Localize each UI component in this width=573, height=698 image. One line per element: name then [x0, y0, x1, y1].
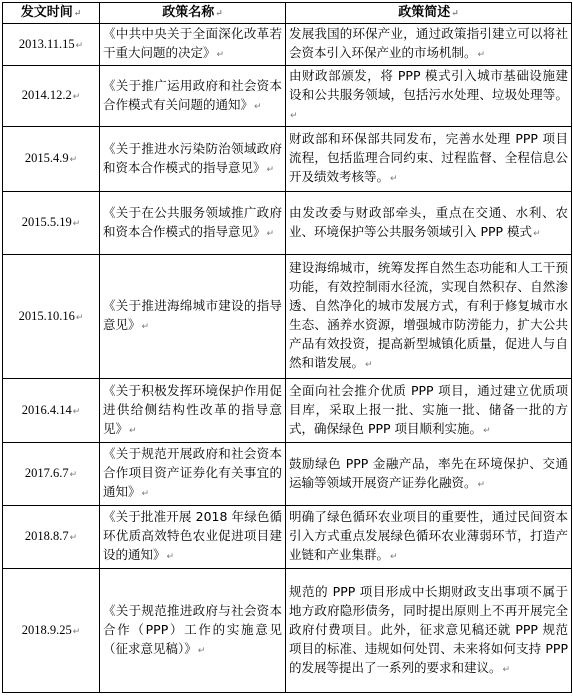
- row-policy-summary: 鼓励绿色 PPP 金融产品，率先在环境保护、交通运输等领域开展资产证券化融资。↵: [286, 443, 572, 506]
- row-policy-summary: 由财政部颁发，将 PPP 模式引入城市基础设施建设和公共服务领域，包括污水处理、垃圾处理等。↵: [286, 66, 572, 127]
- row-date: 2018.8.7↵: [3, 506, 100, 569]
- table-row: [3, 24, 572, 66]
- row-policy-summary: 发展我国的环保产业，通过政策指引建立可以将社会资本引入环保产业的市场机制。↵: [286, 24, 572, 66]
- row-date: 2015.5.19↵: [3, 192, 100, 255]
- row-date: 2013.11.15↵: [3, 24, 100, 66]
- policy-table: [2, 2, 572, 693]
- table-row: [3, 255, 572, 379]
- header-policy-summary: 政策简述↵: [286, 3, 572, 24]
- row-date: 2016.4.14↵: [3, 379, 100, 443]
- table-row: [3, 443, 572, 506]
- row-policy-name: 《关于推进水污染防治领域政府和资本合作模式的指导意见》↵: [100, 127, 286, 192]
- row-policy-summary: 明确了绿色循环农业项目的重要性，通过民间资本引入方式重点发展绿色循环农业薄弱环节，打造产业链和产业集群。↵: [286, 506, 572, 569]
- row-policy-name: 《关于积极发挥环境保护作用促进供给侧结构性改革的指导意见》↵: [100, 379, 286, 443]
- row-policy-summary: 由发改委与财政部牵头，重点在交通、水利、农业、环境保护等公共服务领域引入 PPP 模式↵: [286, 192, 572, 255]
- row-policy-name: 《关于在公共服务领域推广政府和资本合作模式的指导意见》↵: [100, 192, 286, 255]
- header-policy-name: 政策名称↵: [100, 3, 286, 24]
- table-row: [3, 127, 572, 192]
- row-policy-name: 《关于推广运用政府和社会资本合作模式有关问题的通知》↵: [100, 66, 286, 127]
- table-row: [3, 506, 572, 569]
- row-policy-summary: 全面向社会推介优质 PPP 项目，通过建立优质项目库，采取上报一批、实施一批、储备一批的方式，确保绿色 PPP 项目顺利实施。↵: [286, 379, 572, 443]
- row-date: 2014.12.2↵: [3, 66, 100, 127]
- row-policy-summary: 规范的 PPP 项目形成中长期财政支出事项不属于地方政府隐形债务，同时提出原则上不再开展完全政府付费项目。此外，征求意见稿还就 PPP 规范项目的标准、违规如何处罚、未来将如何支持 PPP 的发展等提出了一系列的要求和建议。↵: [286, 569, 572, 693]
- row-policy-name: 《中共中央关于全面深化改革若干重大问题的决定》↵: [100, 24, 286, 66]
- row-date: 2018.9.25↵: [3, 569, 100, 693]
- row-policy-name: 《关于批准开展 2018 年绿色循环优质高效特色农业促进项目建设的通知》↵: [100, 506, 286, 569]
- row-policy-name: 《关于规范开展政府和社会资本合作项目资产证券化有关事宜的通知》↵: [100, 443, 286, 506]
- row-policy-summary: 建设海绵城市，统筹发挥自然生态功能和人工干预功能，有效控制雨水径流，实现自然积存、自然渗透、自然净化的城市发展方式，有利于修复城市水生态、涵养水资源，增强城市防涝能力，扩大公共产品有效投资，提高新型城镇化质量，促进人与自然和谐发展。↵: [286, 255, 572, 379]
- row-date: 2015.10.16↵: [3, 255, 100, 379]
- row-policy-summary: 财政部和环保部共同发布，完善水处理 PPP 项目流程，包括监理合同约束、过程监督、全程信息公开及绩效考核等。↵: [286, 127, 572, 192]
- row-date: 2017.6.7↵: [3, 443, 100, 506]
- row-policy-name: 《关于规范推进政府与社会资本合作（PPP）工作的实施意见（征求意见稿）》↵: [100, 569, 286, 693]
- table-row: [3, 66, 572, 127]
- table-row: [3, 192, 572, 255]
- table-row: [3, 379, 572, 443]
- table-row: [3, 569, 572, 693]
- header-row: [3, 3, 572, 24]
- row-date: 2015.4.9↵: [3, 127, 100, 192]
- header-date: 发文时间↵: [3, 3, 100, 24]
- row-policy-name: 《关于推进海绵城市建设的指导意见》↵: [100, 255, 286, 379]
